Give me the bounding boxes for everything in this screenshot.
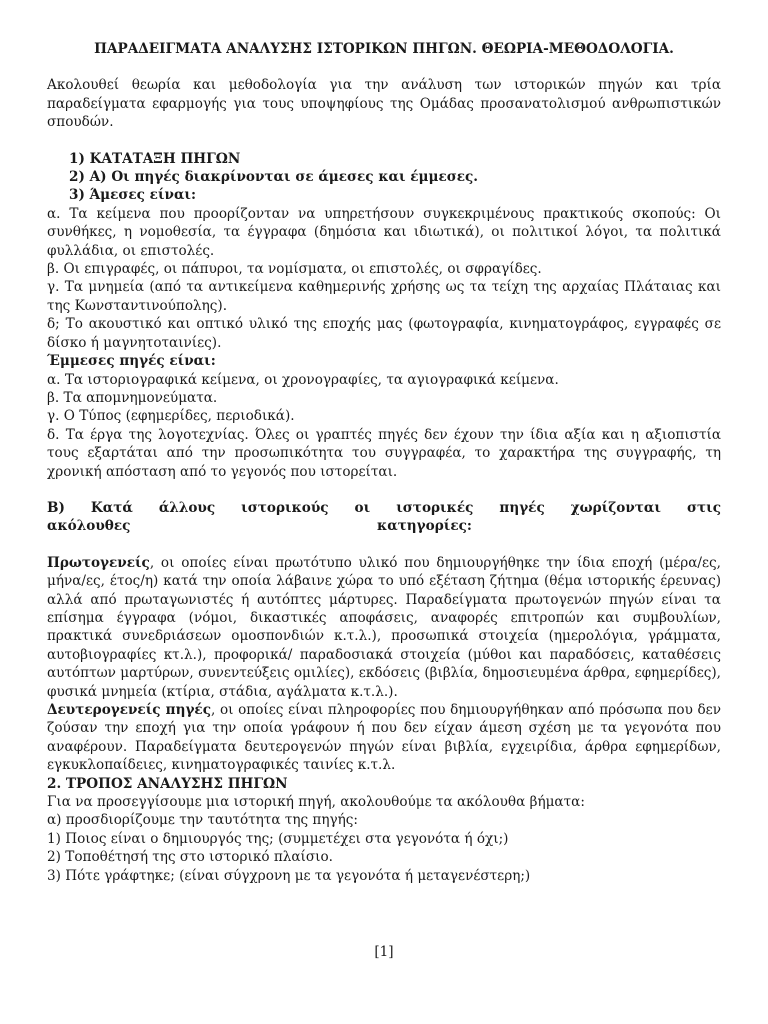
method-line: α) προσδιορίζουμε την ταυτότητα της πηγής: (47, 812, 358, 829)
page-number: [1] (374, 944, 394, 960)
heading-indirect: Έμμεσες πηγές είναι: (47, 353, 216, 370)
method-line: 1) Ποιος είναι ο δημιουργός της; (συμμετέχει στα γεγονότα ή όχι;) (47, 830, 509, 847)
direct-item: α. Τα κείμενα που προορίζονταν να υπηρετήσουν συγκεκριμένους πρακτικούς σκοπούς: Οι συνθήκες, η νομοθεσία, τα έγγραφα (δημόσια και ιδιωτικά), οι πολιτικοί λόγοι, τα πολιτικά φυλλάδια, οι επιστολές. (47, 205, 721, 259)
secondary-sources-text: , οι οποίες είναι πληροφορίες που δημιουργήθηκαν από πρόσωπα που δεν ζούσαν την εποχή για την οποία γράφουν ή που δεν είχαν άμεση σχέση με τα γεγονότα που αναφέρουν. Παραδείγματα δευτερογενών πηγών είναι βιβλία, εγχειρίδια, άρθρα εφημερίδων, εγκυκλοπαίδειες, κινηματογραφικές ταινίες κ.τ.λ. (47, 702, 721, 774)
primary-sources-term: Πρωτογενείς (47, 554, 150, 571)
secondary-sources-term: Δευτερογενείς πηγές (47, 702, 211, 718)
direct-item: γ. Τα μνημεία (από τα αντικείμενα καθημερινής χρήσης ως τα τείχη της αρχαίας Πλάταιας και της Κωνσταντινούπολης). (47, 279, 721, 314)
document-page (47, 40, 721, 885)
method-line: 3) Πότε γράφτηκε; (είναι σύγχρονη με τα γεγονότα ή μεταγενέστερη;) (47, 867, 531, 884)
heading-word-categories: κατηγορίες: (377, 518, 472, 535)
heading-classification: 1) ΚΑΤΑΤΑΞΗ ΠΗΓΩΝ (69, 150, 241, 167)
heading-word-following: ακόλουθες (47, 518, 131, 535)
primary-sources-paragraph (47, 554, 721, 701)
heading-other-historians: Β) Κατά άλλους ιστορικούς οι ιστορικές πηγές χωρίζονται στις (47, 499, 721, 516)
indirect-item: γ. Ο Τύπος (εφημερίδες, περιοδικά). (47, 408, 295, 425)
heading-analysis-method: 2. ΤΡΟΠΟΣ ΑΝΑΛΥΣΗΣ ΠΗΓΩΝ (47, 775, 288, 792)
document-title: ΠΑΡΑΔΕΙΓΜΑΤΑ ΑΝΑΛΥΣΗΣ ΙΣΤΟΡΙΚΩΝ ΠΗΓΩΝ. ΘΕΩΡΙΑ-ΜΕΘΟΔΟΛΟΓΙΑ. (94, 41, 674, 57)
direct-item: β. Οι επιγραφές, οι πάπυροι, τα νομίσματα, οι επιστολές, οι σφραγίδες. (47, 261, 542, 278)
intro-paragraph: Ακολουθεί θεωρία και μεθοδολογία για την ανάλυση των ιστορικών πηγών και τρία παραδείγματα εφαρμογής για τους υποψηφίους της Ομάδας προσανατολισμού ανθρωπιστικών σπουδών. (47, 77, 721, 131)
direct-item: δ; Το ακουστικό και οπτικό υλικό της εποχής μας (φωτογραφία, κινηματογράφος, εγγραφές σε δίσκο ή μαγνητοταινίες). (47, 316, 721, 351)
indirect-item: α. Τα ιστοριογραφικά κείμενα, οι χρονογραφίες, τα αγιογραφικά κείμενα. (47, 371, 559, 388)
primary-sources-text: , οι οποίες είναι πρωτότυπο υλικό που δημιουργήθηκε την ίδια εποχή (μέρα/ες, μήνα/ες, έτος/η) κατά την οποία λάβαινε χώρα το υπό εξέταση ζήτημα (θέμα ιστορικής έρευνας) αλλά από πρωταγωνιστές ή αυτόπτες μάρτυρες. Παραδείγματα πρωτογενών πηγών είναι τα επίσημα έγγραφα (νόμοι, δικαστικές αποφάσεις, αναφορές επιτροπών και συμβουλίων, πρακτικά συνεδριάσεων ομοσπονδιών κ.τ.λ.), προσωπικά στοιχεία (ημερολόγια, γράμματα, αυτοβιογραφίες κτ.λ.), προφορικά/ παραδοσιακά στοιχεία (μύθοι και παραδόσεις, καταθέσεις αυτόπτων μαρτύρων, συνεντεύξεις ομιλίες), εκδόσεις (βιβλία, δημοσιευμένα άρθρα, εφημερίδες), φυσικά μνημεία (κτίρια, στάδια, αγάλματα κ.τ.λ.). (47, 554, 721, 700)
method-line: 2) Τοποθέτησή της στο ιστορικό πλαίσιο. (47, 849, 333, 866)
indirect-item: β. Τα απομνημονεύματα. (47, 389, 218, 406)
heading-direct: 3) Άμεσες είναι: (69, 187, 197, 204)
heading-direct-indirect: 2) Α) Οι πηγές διακρίνονται σε άμεσες και έμμεσες. (69, 169, 479, 186)
secondary-sources-paragraph (47, 701, 721, 775)
method-line: Για να προσεγγίσουμε μια ιστορική πηγή, ακολουθούμε τα ακόλουθα βήματα: (47, 794, 585, 811)
heading-other-historians-cont (47, 517, 721, 535)
indirect-item: δ. Τα έργα της λογοτεχνίας. Όλες οι γραπτές πηγές δεν έχουν την ίδια αξία και η αξιοπιστία τους εξαρτάται από την προσωπικότητα του συγγραφέα, το χαρακτήρα της συγγραφής, τη χρονική απόσταση από το γεγονός που ιστορείται. (47, 426, 721, 480)
